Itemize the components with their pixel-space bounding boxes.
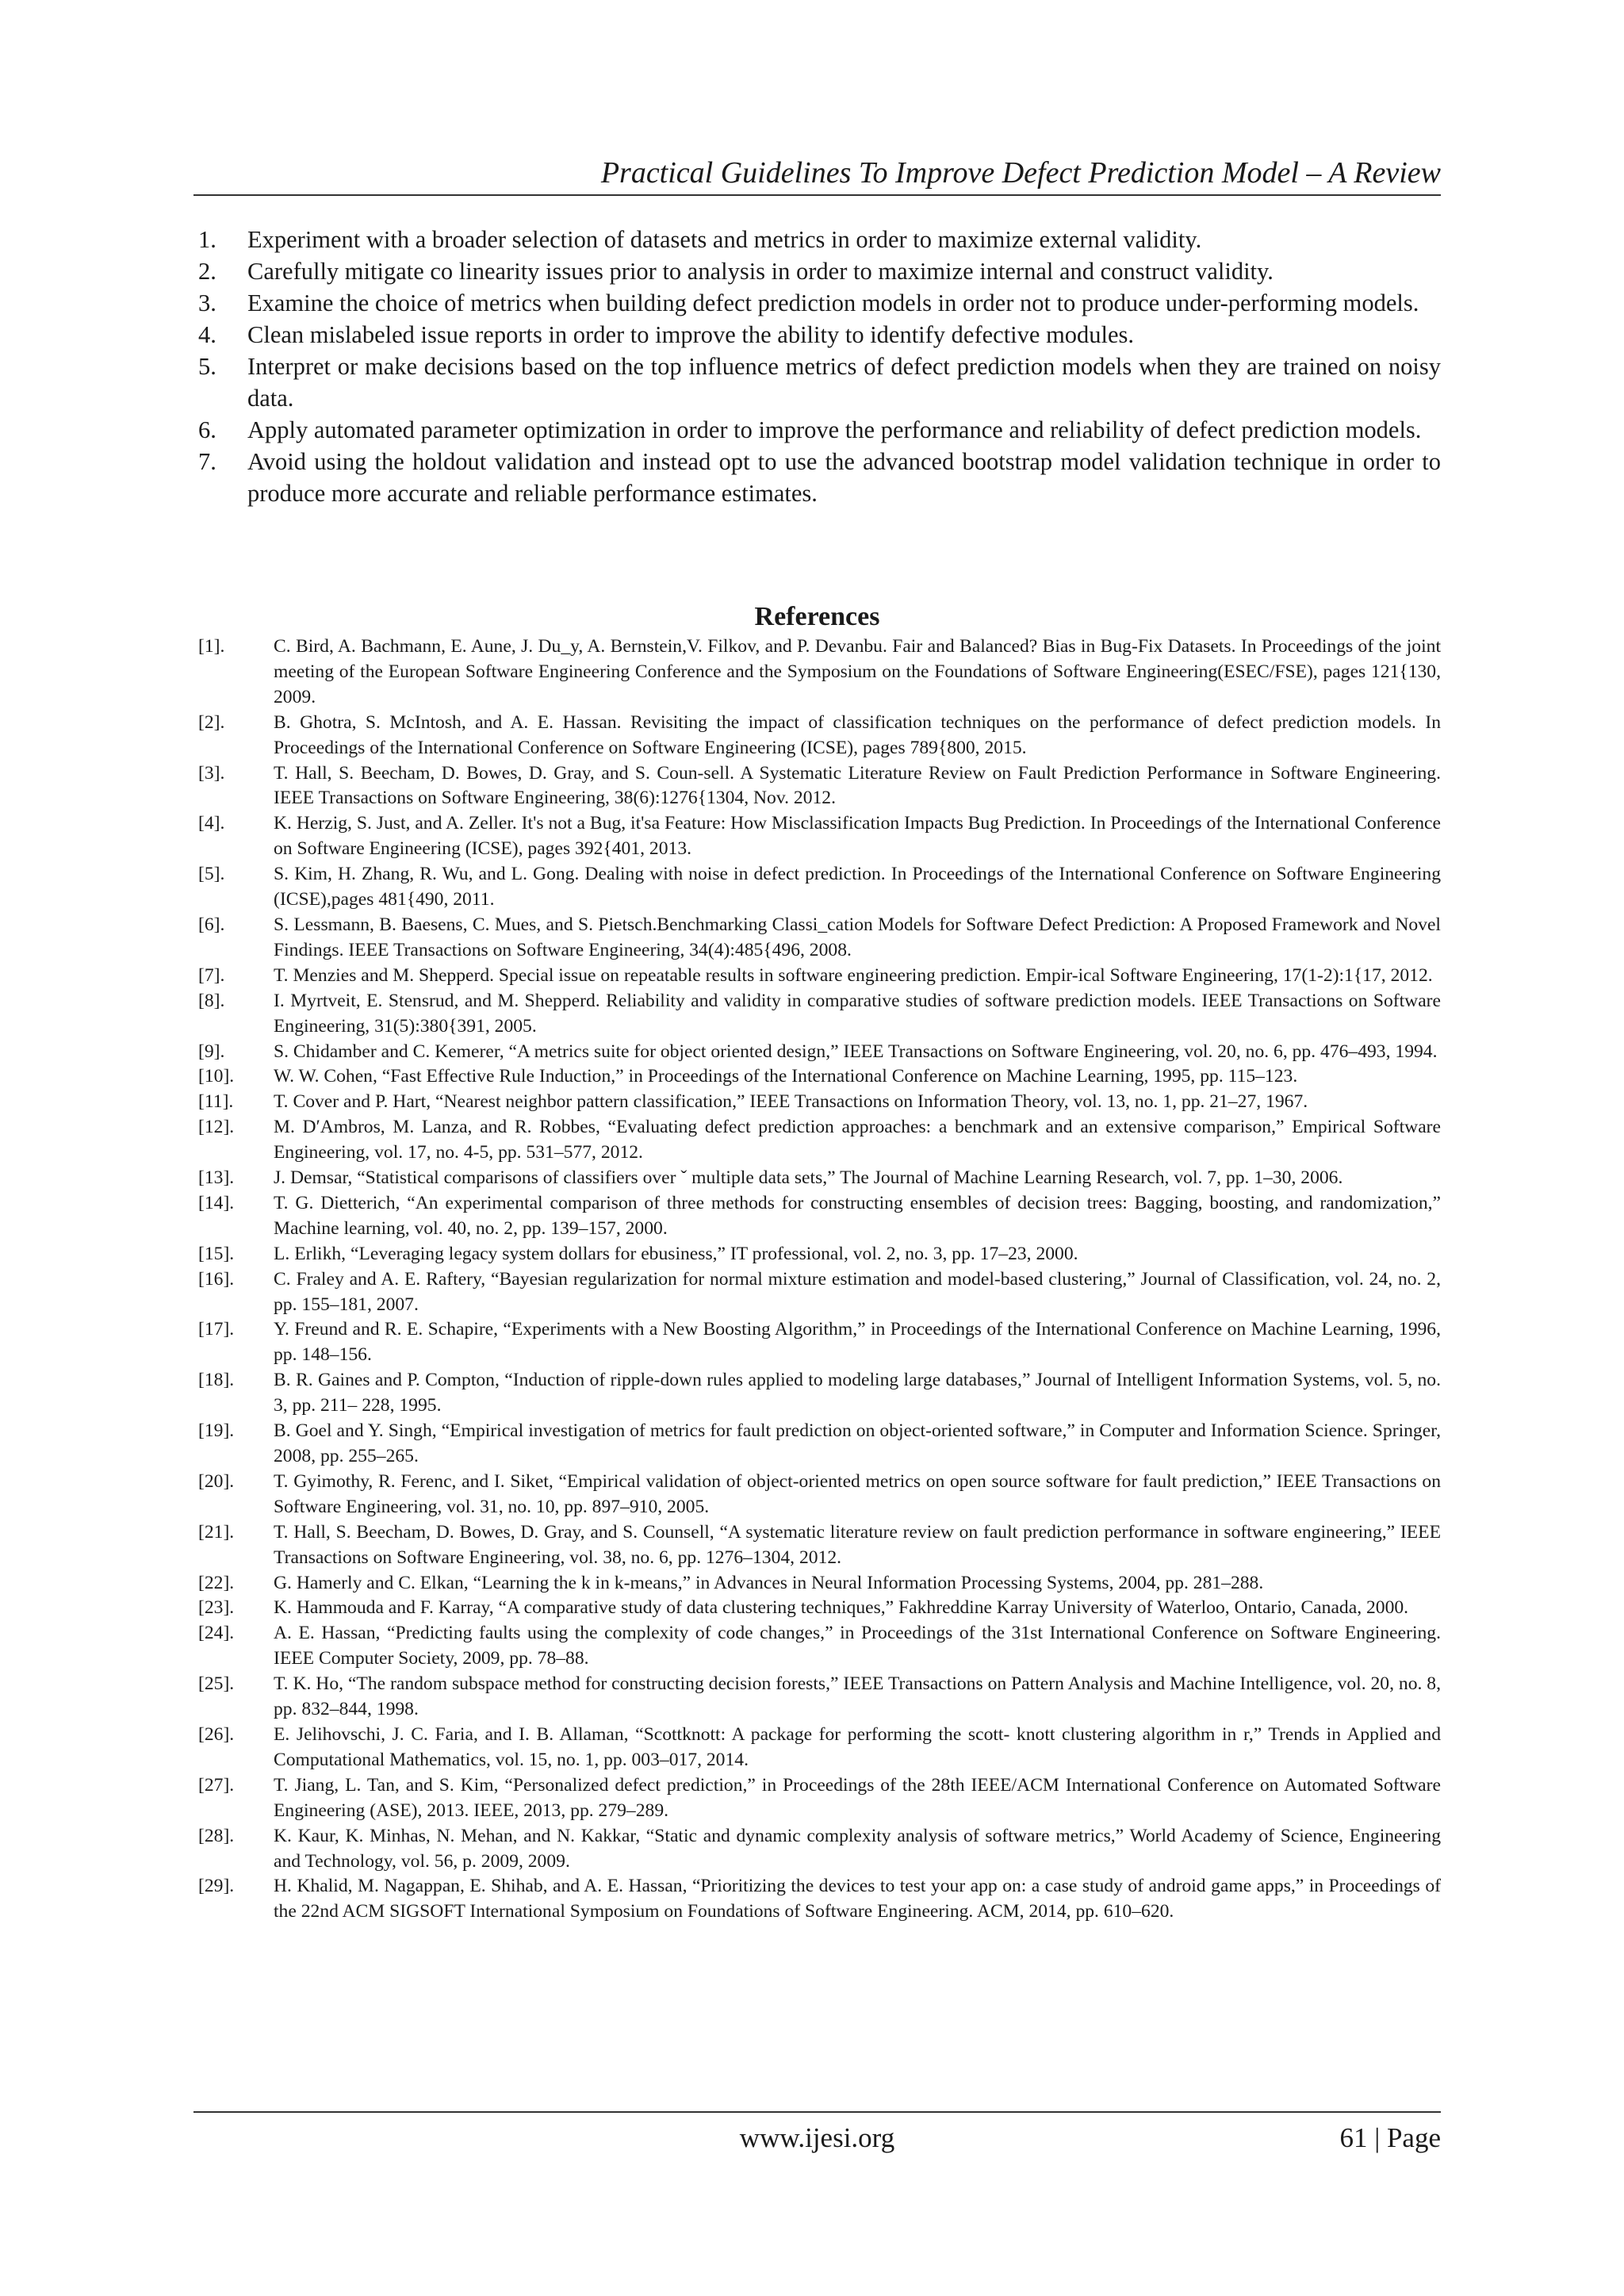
reference-number: [15]. [198,1243,235,1264]
guideline-number: 4. [198,321,216,348]
reference-text: K. Hammouda and F. Karray, “A comparative study of data clustering techniques,” Fakhreddine Karray University of Waterloo, Ontario, Canada, 2000. [274,1597,1409,1619]
reference-item [198,1470,1441,1520]
reference-item [198,1723,1441,1773]
reference-item [198,1368,1441,1419]
guideline-number: 7. [198,448,216,475]
reference-item [198,711,1441,761]
reference-text: A. E. Hassan, “Predicting faults using the complexity of code changes,” in Proceedings of the 31st International Conference on Software Engineering. IEEE Computer Society, 2009, pp. 78–88. [274,1623,1441,1669]
reference-item [198,1773,1441,1824]
reference-text: T. G. Dietterich, “An experimental comparison of three methods for constructing ensembles of decision trees: Bagging, boosting, and randomization,” Machine learning, vol. 40, no. 2, pp. 139–157, 2000. [274,1192,1441,1239]
reference-item [198,1090,1441,1115]
reference-number: [2]. [198,711,225,733]
reference-number: [28]. [198,1825,235,1846]
reference-number: [13]. [198,1167,235,1189]
references-list [198,634,1441,1925]
reference-text: L. Erlikh, “Leveraging legacy system dollars for ebusiness,” IT professional, vol. 2, no. 3, pp. 17–23, 2000. [274,1243,1078,1264]
reference-number: [22]. [198,1572,235,1593]
reference-number: [20]. [198,1470,235,1492]
page-footer [193,2111,1441,2160]
reference-item [198,1621,1441,1672]
guideline-item [193,319,1441,351]
guideline-number: 2. [198,258,216,285]
guideline-number: 6. [198,416,216,443]
reference-text: W. W. Cohen, “Fast Effective Rule Induction,” in Proceedings of the International Conference on Machine Learning, 1995, pp. 115–123. [274,1066,1298,1087]
reference-item [198,761,1441,812]
reference-item [198,1115,1441,1166]
reference-number: [11]. [198,1091,234,1113]
guideline-number: 3. [198,289,216,316]
reference-number: [19]. [198,1420,235,1442]
reference-item [198,1166,1441,1191]
reference-number: [7]. [198,964,225,986]
reference-number: [6]. [198,914,225,935]
reference-text: S. Chidamber and C. Kemerer, “A metrics suite for object oriented design,” IEEE Transactions on Software Engineering, vol. 20, no. 6, pp. 476–493, 1994. [274,1041,1438,1062]
reference-number: [24]. [198,1623,235,1644]
reference-text: H. Khalid, M. Nagappan, E. Shihab, and A. E. Hassan, “Prioritizing the devices to test your app on: a case study of android game apps,” in Proceedings of the 22nd ACM SIGSOFT International Symposium on Foundations of Software Engineering. ACM, 2014, pp. 610–620. [274,1876,1441,1922]
reference-text: T. Gyimothy, R. Ferenc, and I. Siket, “Empirical validation of object-oriented metrics on open source software for fault prediction,” IEEE Transactions on Software Engineering, vol. 31, no. 10, pp. 897–910, 2005. [274,1470,1441,1517]
guidelines-list [193,224,1441,509]
reference-number: [14]. [198,1192,235,1213]
reference-item [198,1419,1441,1470]
reference-number: [3]. [198,762,225,784]
reference-item [198,1267,1441,1318]
reference-item [198,1672,1441,1723]
guideline-item [193,446,1441,509]
page-header [193,151,1441,196]
reference-number: [16]. [198,1268,235,1290]
guideline-text: Clean mislabeled issue reports in order to improve the ability to identify defective modules. [247,321,1135,348]
reference-text: E. Jelihovschi, J. C. Faria, and I. B. Allaman, “Scottknott: A package for performing the scott- knott clustering algorithm in r,” Trends in Applied and Computational Mathematics, vol. 15, no. 1, pp. 003–017, 2014. [274,1723,1441,1770]
reference-item [198,1571,1441,1596]
reference-number: [8]. [198,990,225,1011]
reference-text: K. Herzig, S. Just, and A. Zeller. It's not a Bug, it'sa Feature: How Misclassification Impacts Bug Prediction. In Proceedings of the International Conference on Software Engineering (ICSE), pages 392{401, 2013. [274,813,1441,860]
guideline-text: Interpret or make decisions based on the top influence metrics of defect prediction models when they are trained on noisy data. [247,353,1441,412]
guideline-text: Avoid using the holdout validation and instead opt to use the advanced bootstrap model validation technique in order to produce more accurate and reliable performance estimates. [247,448,1441,507]
reference-text: C. Fraley and A. E. Raftery, “Bayesian regularization for normal mixture estimation and model-based clustering,” Journal of Classification, vol. 24, no. 2, pp. 155–181, 2007. [274,1268,1441,1315]
reference-item [198,964,1441,989]
reference-number: [17]. [198,1319,235,1340]
reference-text: G. Hamerly and C. Elkan, “Learning the k in k-means,” in Advances in Neural Information Processing Systems, 2004, pp. 281–288. [274,1572,1264,1593]
reference-number: [18]. [198,1370,235,1391]
guideline-item [193,351,1441,414]
reference-number: [21]. [198,1521,235,1543]
references-heading: References [754,602,880,631]
reference-number: [23]. [198,1597,235,1619]
footer-url: www.ijesi.org [739,2122,895,2153]
reference-text: B. Goel and Y. Singh, “Empirical investigation of metrics for fault prediction on object-oriented software,” in Computer and Information Science. Springer, 2008, pp. 255–265. [274,1420,1441,1466]
reference-item [198,1040,1441,1065]
reference-text: J. Demsar, “Statistical comparisons of classifiers over ˇ multiple data sets,” The Journal of Machine Learning Research, vol. 7, pp. 1–30, 2006. [274,1167,1343,1189]
guideline-item [193,287,1441,319]
guideline-item [193,255,1441,287]
reference-item [198,634,1441,711]
reference-item [198,1824,1441,1875]
reference-text: T. Jiang, L. Tan, and S. Kim, “Personalized defect prediction,” in Proceedings of the 28th IEEE/ACM International Conference on Automated Software Engineering (ASE), 2013. IEEE, 2013, pp. 279–289. [274,1774,1441,1821]
reference-item [198,811,1441,862]
guideline-text: Examine the choice of metrics when building defect prediction models in order not to produce under-performing models. [247,289,1419,316]
reference-text: T. Menzies and M. Shepperd. Special issue on repeatable results in software engineering prediction. Empir-ical Software Engineering, 17(1-2):1{17, 2012. [274,964,1433,986]
reference-text: K. Kaur, K. Minhas, N. Mehan, and N. Kakkar, “Static and dynamic complexity analysis of software metrics,” World Academy of Science, Engineering and Technology, vol. 56, p. 2009, 2009. [274,1825,1441,1872]
reference-item [198,1596,1441,1621]
reference-number: [27]. [198,1774,235,1796]
guideline-number: 1. [198,226,216,253]
reference-item [198,989,1441,1040]
reference-text: S. Lessmann, B. Baesens, C. Mues, and S. Pietsch.Benchmarking Classi_cation Models for Software Defect Prediction: A Proposed Framework and Novel Findings. IEEE Transactions on Software Engineering, 34(4):485{496, 2008. [274,914,1441,960]
reference-text: B. Ghotra, S. McIntosh, and A. E. Hassan. Revisiting the impact of classification techniques on the performance of defect prediction models. In Proceedings of the International Conference on Software Engineering (ICSE), pages 789{800, 2015. [274,711,1441,758]
reference-number: [4]. [198,813,225,834]
reference-item [198,1520,1441,1571]
reference-text: Y. Freund and R. E. Schapire, “Experiments with a New Boosting Algorithm,” in Proceedings of the International Conference on Machine Learning, 1996, pp. 148–156. [274,1319,1441,1366]
reference-number: [26]. [198,1723,235,1745]
reference-text: I. Myrtveit, E. Stensrud, and M. Shepperd. Reliability and validity in comparative studies of software prediction models. IEEE Transactions on Software Engineering, 31(5):380{391, 2005. [274,990,1441,1037]
reference-number: [5]. [198,864,225,885]
guideline-text: Carefully mitigate co linearity issues prior to analysis in order to maximize internal and construct validity. [247,258,1274,285]
reference-number: [29]. [198,1876,235,1897]
reference-text: C. Bird, A. Bachmann, E. Aune, J. Du_y, A. Bernstein,V. Filkov, and P. Devanbu. Fair and Balanced? Bias in Bug-Fix Datasets. In Proceedings of the joint meeting of the European Software Engineering Conference and the Symposium on the Foundations of Software Engineering(ESEC/FSE), pages 121{130, 2009. [274,636,1441,707]
running-title: Practical Guidelines To Improve Defect Prediction Model – A Review [600,156,1441,190]
reference-text: T. K. Ho, “The random subspace method for constructing decision forests,” IEEE Transactions on Pattern Analysis and Machine Intelligence, vol. 20, no. 8, pp. 832–844, 1998. [274,1673,1441,1720]
reference-item [198,1242,1441,1267]
guideline-text: Apply automated parameter optimization in order to improve the performance and reliability of defect prediction models. [247,416,1422,443]
reference-text: T. Hall, S. Beecham, D. Bowes, D. Gray, and S. Coun-sell. A Systematic Literature Review on Fault Prediction Performance in Software Engineering. IEEE Transactions on Software Engineering, 38(6):1276{1304, Nov. 2012. [274,762,1441,809]
reference-text: T. Hall, S. Beecham, D. Bowes, D. Gray, and S. Counsell, “A systematic literature review on fault prediction performance in software engineering,” IEEE Transactions on Software Engineering, vol. 38, no. 6, pp. 1276–1304, 2012. [274,1521,1441,1568]
reference-item [198,1064,1441,1090]
reference-number: [25]. [198,1673,235,1695]
reference-text: T. Cover and P. Hart, “Nearest neighbor pattern classification,” IEEE Transactions on Information Theory, vol. 13, no. 1, pp. 21–27, 1967. [274,1091,1308,1113]
guideline-text: Experiment with a broader selection of datasets and metrics in order to maximize external validity. [247,226,1202,253]
reference-item [198,1317,1441,1368]
guideline-item [193,224,1441,255]
reference-text: S. Kim, H. Zhang, R. Wu, and L. Gong. Dealing with noise in defect prediction. In Proceedings of the International Conference on Software Engineering (ICSE),pages 481{490, 2011. [274,864,1441,910]
reference-item [198,1874,1441,1925]
reference-number: [1]. [198,636,225,657]
reference-text: B. R. Gaines and P. Compton, “Induction of ripple-down rules applied to modeling large databases,” Journal of Intelligent Information Systems, vol. 5, no. 3, pp. 211– 228, 1995. [274,1370,1441,1416]
guideline-item [193,414,1441,446]
reference-item [198,913,1441,964]
reference-item [198,862,1441,913]
guideline-number: 5. [198,353,216,380]
reference-number: [9]. [198,1041,225,1062]
reference-number: [10]. [198,1066,235,1087]
reference-item [198,1191,1441,1242]
page-number: 61 | Page [1339,2122,1441,2153]
reference-text: M. D′Ambros, M. Lanza, and R. Robbes, “Evaluating defect prediction approaches: a benchmark and an extensive comparison,” Empirical Software Engineering, vol. 17, no. 4-5, pp. 531–577, 2012. [274,1117,1441,1163]
reference-number: [12]. [198,1117,235,1138]
